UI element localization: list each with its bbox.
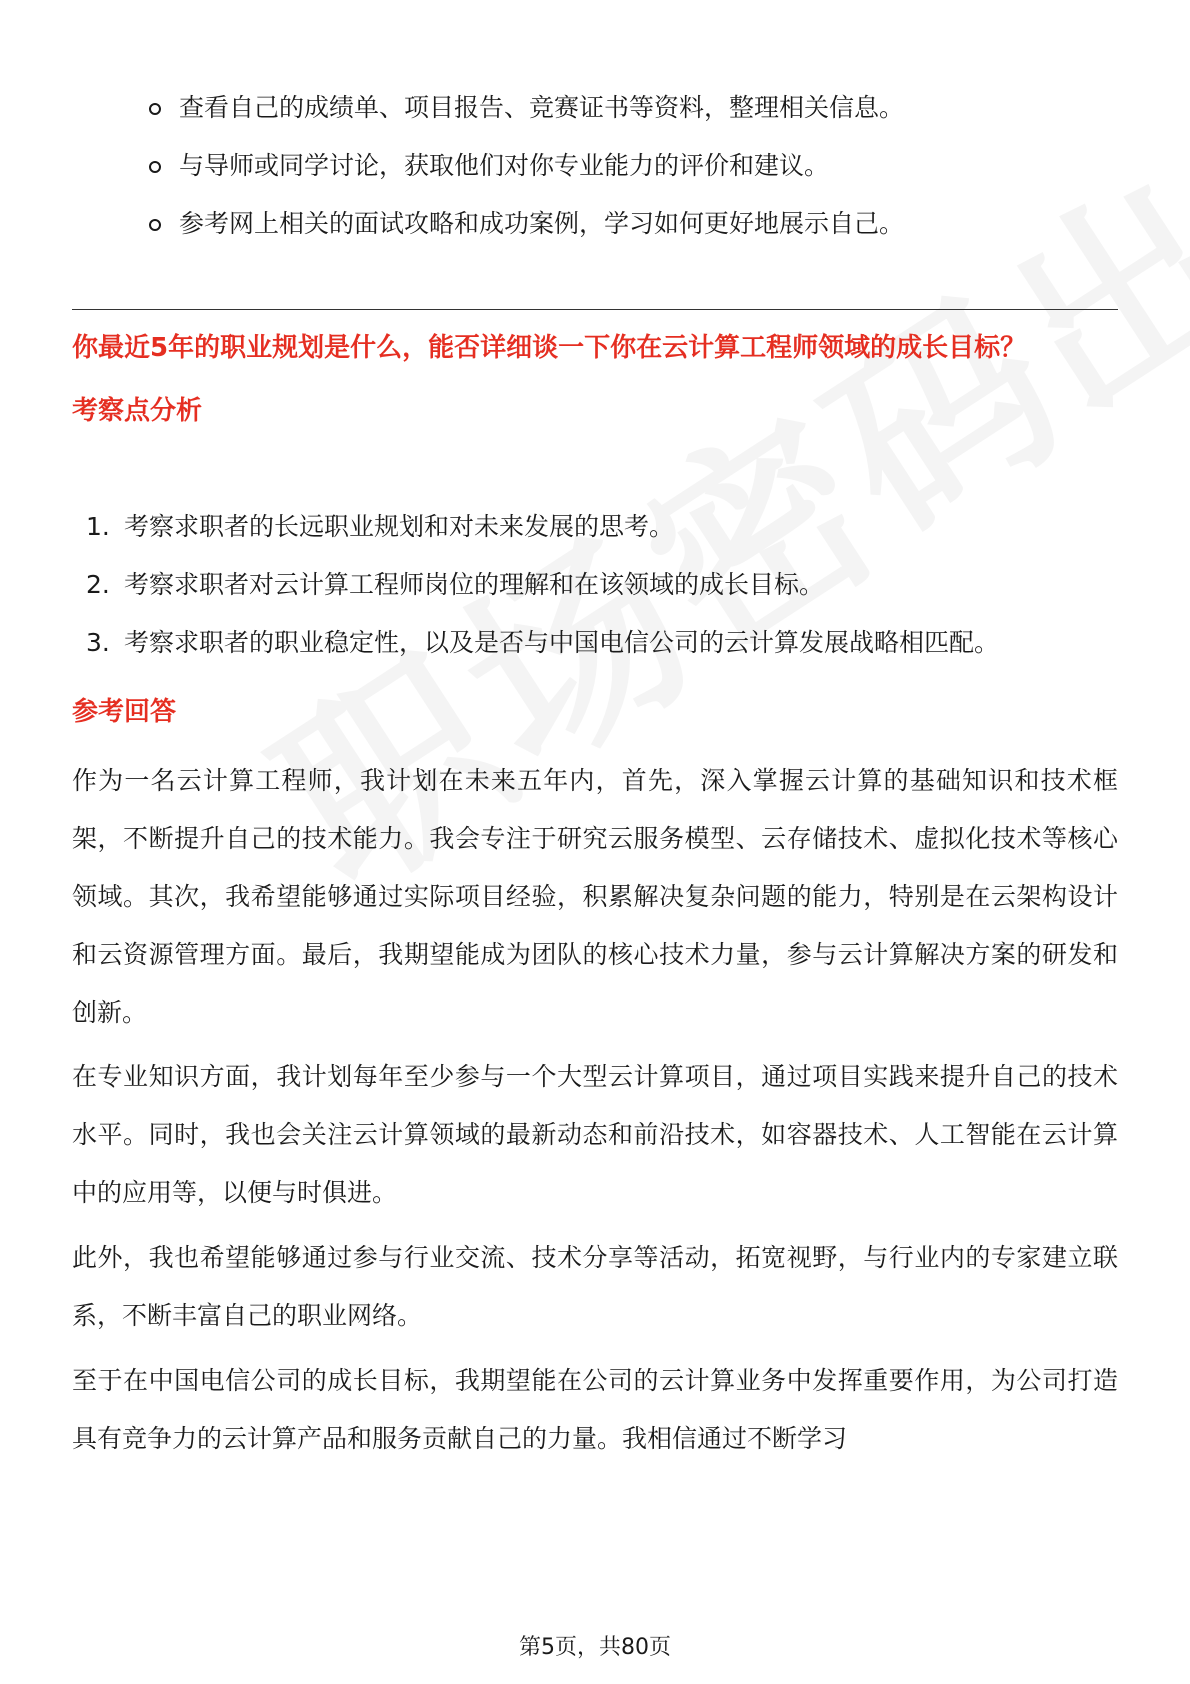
list-text: 考察求职者对云计算工程师岗位的理解和在该领域的成长目标。 <box>124 570 825 599</box>
answer-paragraph: 作为一名云计算工程师，我计划在未来五年内，首先，深入掌握云计算的基础知识和技术框架，不断提升自己的技术能力。我会专注于研究云服务模型、云存储技术、虚拟化技术等核心领域。其次，我希望能够通过实际项目经验，积累解决复杂问题的能力，特别是在云架构设计和云资源管理方面。最后，我期望能成为团队的核心技术力量，参与云计算解决方案的研发和创新。 <box>72 766 1118 1027</box>
analysis-list <box>86 498 1116 672</box>
question-heading: 你最近5年的职业规划是什么，能否详细谈一下你在云计算工程师领域的成长目标？ <box>72 333 1027 363</box>
analysis-title: 考察点分析 <box>72 396 203 426</box>
answer-title: 参考回答 <box>72 697 177 727</box>
list-item <box>86 556 1116 614</box>
answer-paragraph: 至于在中国电信公司的成长目标，我期望能在公司的云计算业务中发挥重要作用，为公司打造具有竞争力的云计算产品和服务贡献自己的力量。我相信通过不断学习 <box>72 1366 1118 1453</box>
list-item <box>86 614 1116 672</box>
list-number: 1. <box>86 512 110 541</box>
list-item: 参考网上相关的面试攻略和成功案例，学习如何更好地展示自己。 <box>149 204 1109 262</box>
answer-paragraph: 在专业知识方面，我计划每年至少参与一个大型云计算项目，通过项目实践来提升自己的技术水平。同时，我也会关注云计算领域的最新动态和前沿技术，如容器技术、人工智能在云计算中的应用等，以便与时俱进。 <box>72 1062 1118 1207</box>
list-number: 3. <box>86 628 110 657</box>
page-footer: 第5页，共80页 <box>519 1635 671 1660</box>
list-item <box>86 498 1116 556</box>
list-text: 考察求职者的长远职业规划和对未来发展的思考。 <box>124 512 675 541</box>
list-item: 查看自己的成绩单、项目报告、竞赛证书等资料，整理相关信息。 <box>149 88 1109 146</box>
list-item: 与导师或同学讨论，获取他们对你专业能力的评价和建议。 <box>149 146 1109 204</box>
tips-list <box>149 88 1109 262</box>
answer-paragraph: 此外，我也希望能够通过参与行业交流、技术分享等活动，拓宽视野，与行业内的专家建立联系，不断丰富自己的职业网络。 <box>72 1243 1118 1330</box>
section-divider <box>72 309 1118 310</box>
list-text: 考察求职者的职业稳定性，以及是否与中国电信公司的云计算发展战略相匹配。 <box>124 628 1000 657</box>
list-number: 2. <box>86 570 110 599</box>
